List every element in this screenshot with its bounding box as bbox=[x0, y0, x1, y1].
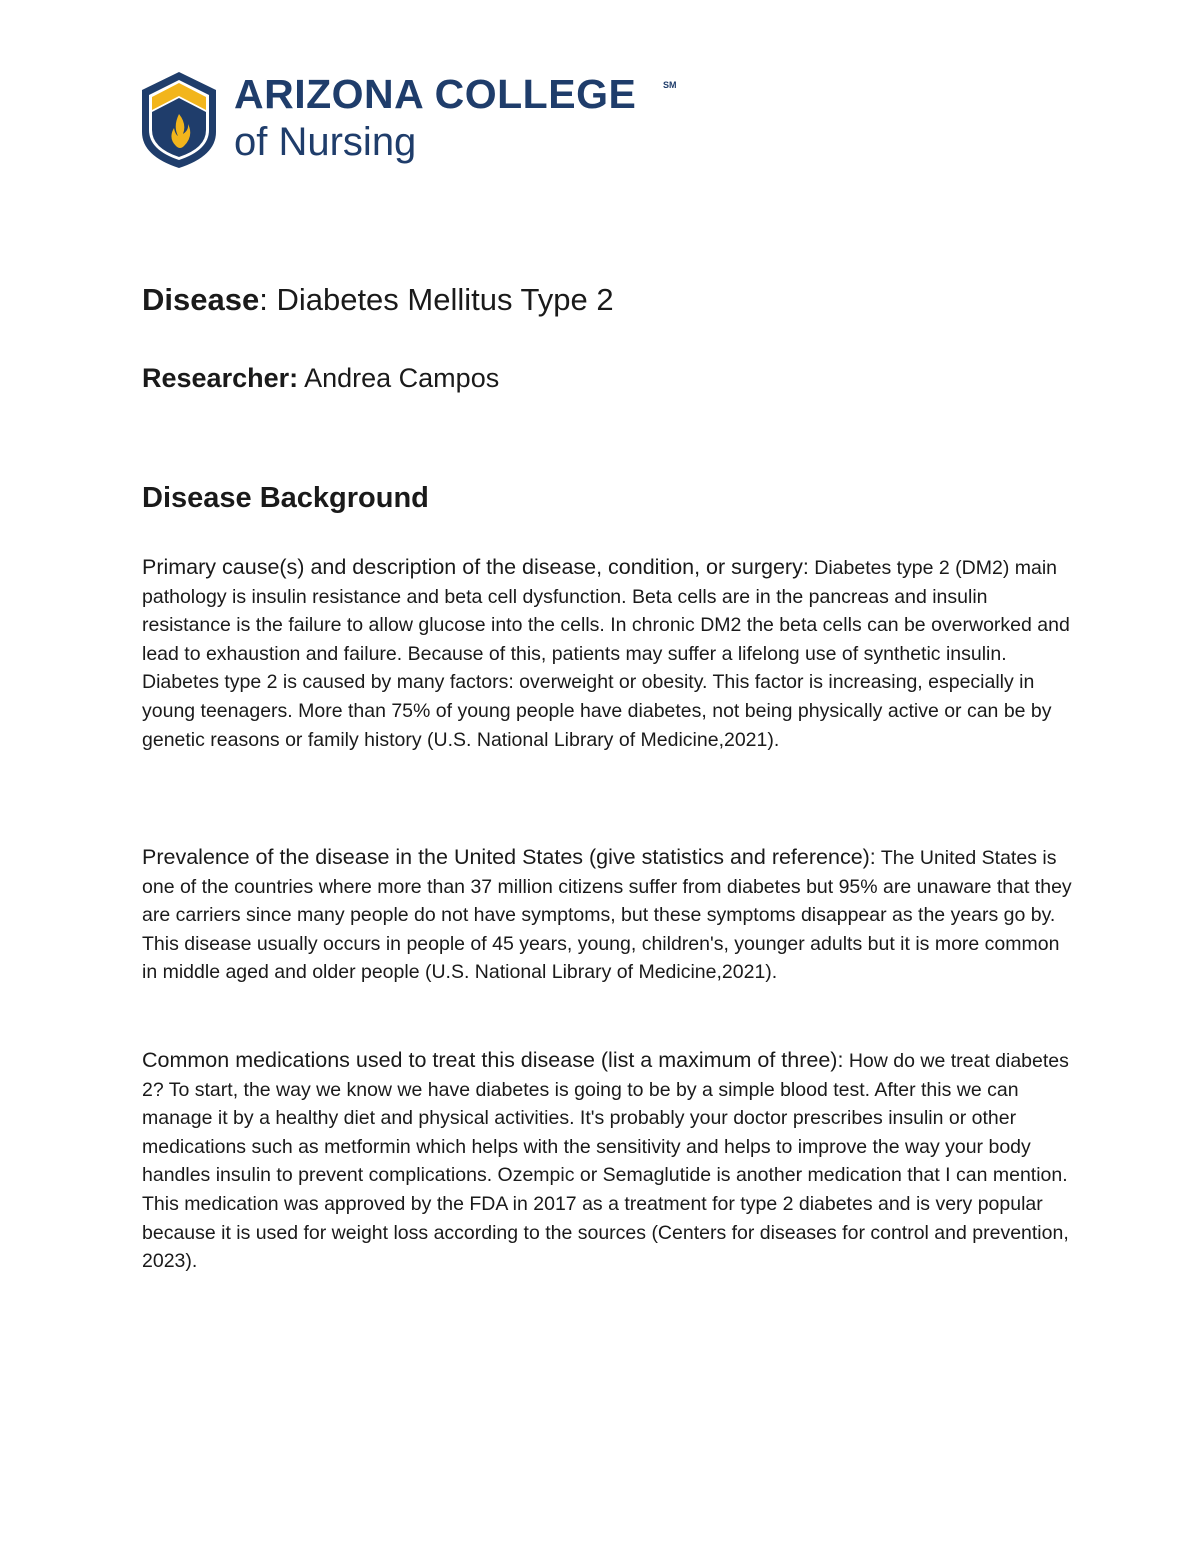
logo-title: ARIZONA COLLEGE bbox=[234, 71, 637, 117]
logo-subtitle: of Nursing bbox=[234, 120, 417, 164]
paragraph-body: How do we treat diabetes 2? To start, the way we know we have diabetes is going to be by a simple blood test. After this we can manage it by a healthy diet and physical activities. It's probably your doctor prescribes insulin or other medications such as metformin which helps with the sensitivity and helps to improve the way your body handles insulin to prevent complications. Ozempic or Semaglutide is another medication that I can mention. This medication was approved by the FDA in 2017 as a treatment for type 2 diabetes and is very popular because it is used for weight loss according to the sources (Centers for diseases for control and prevention, 2023). bbox=[142, 1050, 1069, 1273]
paragraph-body: Diabetes type 2 (DM2) main pathology is insulin resistance and beta cell dysfunction. Beta cells are in the pancreas and insulin resistance is the failure to allow glucose into the cells. In chronic DM2 the beta cells can be overworked and lead to exhaustion and failure. Because of this, patients may suffer a lifelong use of synthetic insulin. Diabetes type 2 is caused by many factors: overweight or obesity. This factor is increasing, especially in young teenagers. More than 75% of young people have diabetes, not being physically active or can be by genetic reasons or family history (U.S. National Library of Medicine,2021). bbox=[142, 557, 1070, 751]
college-logo bbox=[140, 70, 700, 172]
shield-flame-icon bbox=[140, 70, 218, 170]
paragraph-prevalence bbox=[142, 843, 1072, 987]
disease-label: Disease bbox=[142, 282, 260, 317]
paragraph-lead: Primary cause(s) and description of the disease, condition, or surgery: bbox=[142, 555, 809, 579]
researcher-field bbox=[142, 362, 499, 394]
researcher-label: Researcher: bbox=[142, 363, 299, 393]
paragraph-lead: Common medications used to treat this disease (list a maximum of three): bbox=[142, 1048, 844, 1072]
paragraph-lead: Prevalence of the disease in the United States (give statistics and reference): bbox=[142, 845, 876, 869]
paragraph-body: The United States is one of the countries where more than 37 million citizens suffer from diabetes but 95% are unaware that they are carriers since many people do not have symptoms, but these symptoms disappear as the years go by. This disease usually occurs in people of 45 years, young, children's, younger adults but it is more common in middle aged and older people (U.S. National Library of Medicine,2021). bbox=[142, 847, 1072, 984]
paragraph-primary-cause bbox=[142, 553, 1072, 754]
section-heading: Disease Background bbox=[142, 482, 429, 514]
disease-field bbox=[142, 281, 614, 318]
disease-value: : Diabetes Mellitus Type 2 bbox=[259, 282, 614, 317]
logo-trademark: SM bbox=[663, 80, 677, 90]
paragraph-medications bbox=[142, 1046, 1072, 1276]
researcher-value: Andrea Campos bbox=[298, 363, 500, 393]
